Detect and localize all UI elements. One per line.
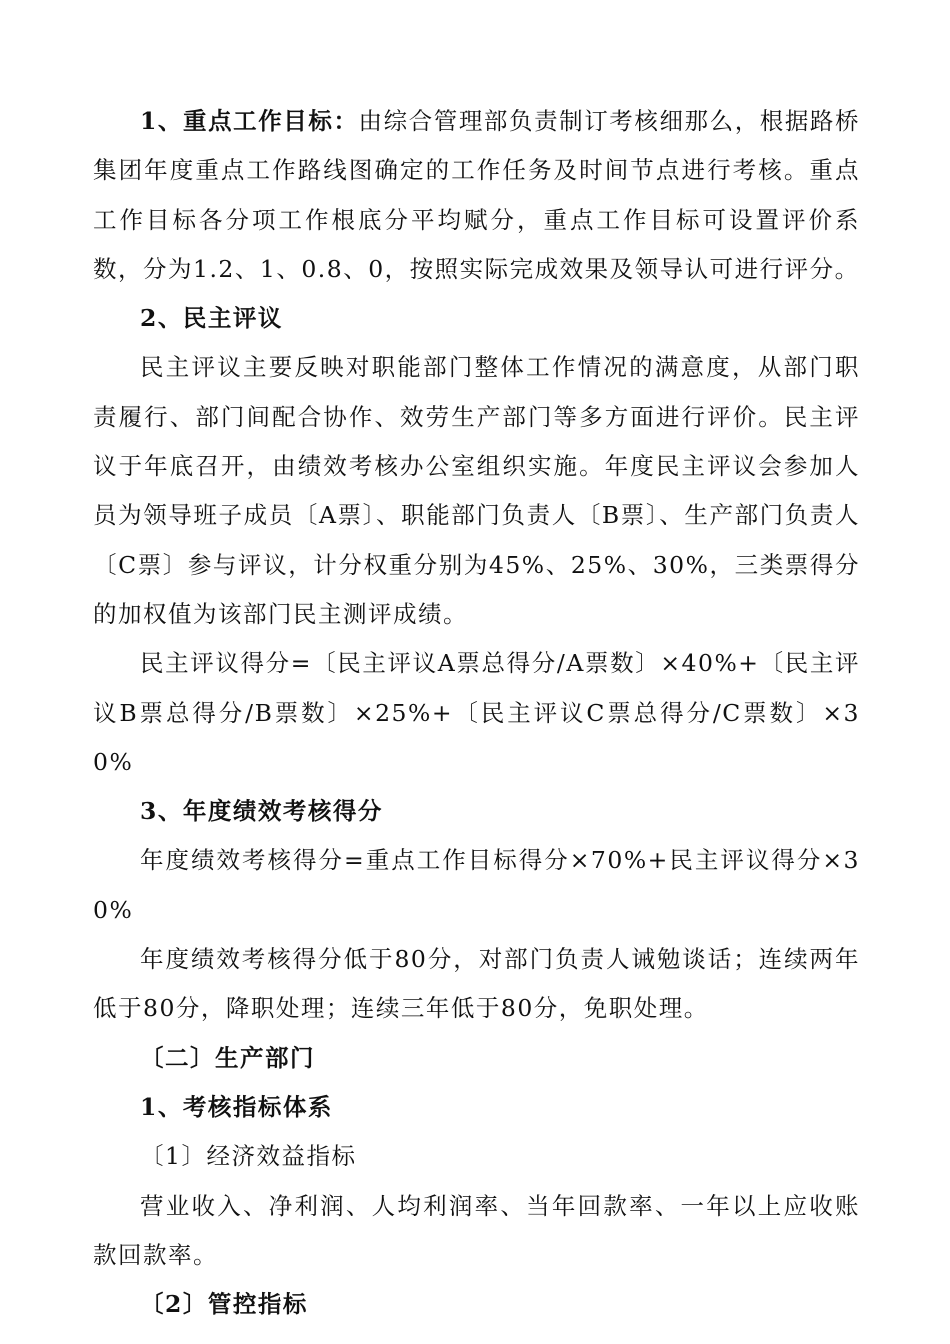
paragraph-key-work-goals bbox=[93, 97, 860, 294]
heading-production-department: 〔二〕生产部门 bbox=[140, 1043, 315, 1072]
paragraph-economic-indicators: 营业收入、净利润、人均利润率、当年回款率、一年以上应收账款回款率。 bbox=[93, 1191, 860, 1269]
heading-democratic-review: 2、民主评议 bbox=[140, 304, 283, 333]
paragraph-annual-score-formula: 年度绩效考核得分=重点工作目标得分×70%+民主评议得分×30% bbox=[93, 846, 860, 924]
heading-annual-score: 3、年度绩效考核得分 bbox=[140, 797, 383, 826]
heading-indicator-system: 1、考核指标体系 bbox=[140, 1092, 333, 1121]
subheading-economic-indicators: 〔1〕经济效益指标 bbox=[140, 1142, 357, 1171]
paragraph-annual-score-penalty: 年度绩效考核得分低于80分，对部门负责人诫勉谈话；连续两年低于80分，降职处理；连续三年低于80分，免职处理。 bbox=[93, 945, 860, 1023]
heading-control-indicators: 〔2〕管控指标 bbox=[140, 1290, 308, 1319]
paragraph-democratic-review: 民主评议主要反映对职能部门整体工作情况的满意度，从部门职责履行、部门间配合协作、效劳生产部门等多方面进行评价。民主评议于年底召开，由绩效考核办公室组织实施。年度民主评议会参加人员为领导班子成员〔A票〕、职能部门负责人〔B票〕、生产部门负责人〔C票〕参与评议，计分权重分别为45%、25%、30%，三类票得分的加权值为该部门民主测评成绩。 bbox=[93, 353, 860, 628]
key-work-goals-text: 由综合管理部负责制订考核细那么，根据路桥集团年度重点工作路线图确定的工作任务及时间节点进行考核。重点工作目标各分项工作根底分平均赋分，重点工作目标可设置评价系数，分为1.2、1、0.8、0，按照实际完成效果及领导认可进行评分。 bbox=[93, 107, 860, 283]
paragraph-democratic-review-formula: 民主评议得分=〔民主评议A票总得分/A票数〕×40%+〔民主评议B票总得分/B票数〕×25%+〔民主评议C票总得分/C票数〕×30% bbox=[93, 649, 860, 776]
key-work-goals-heading: 1、重点工作目标： bbox=[140, 107, 359, 135]
